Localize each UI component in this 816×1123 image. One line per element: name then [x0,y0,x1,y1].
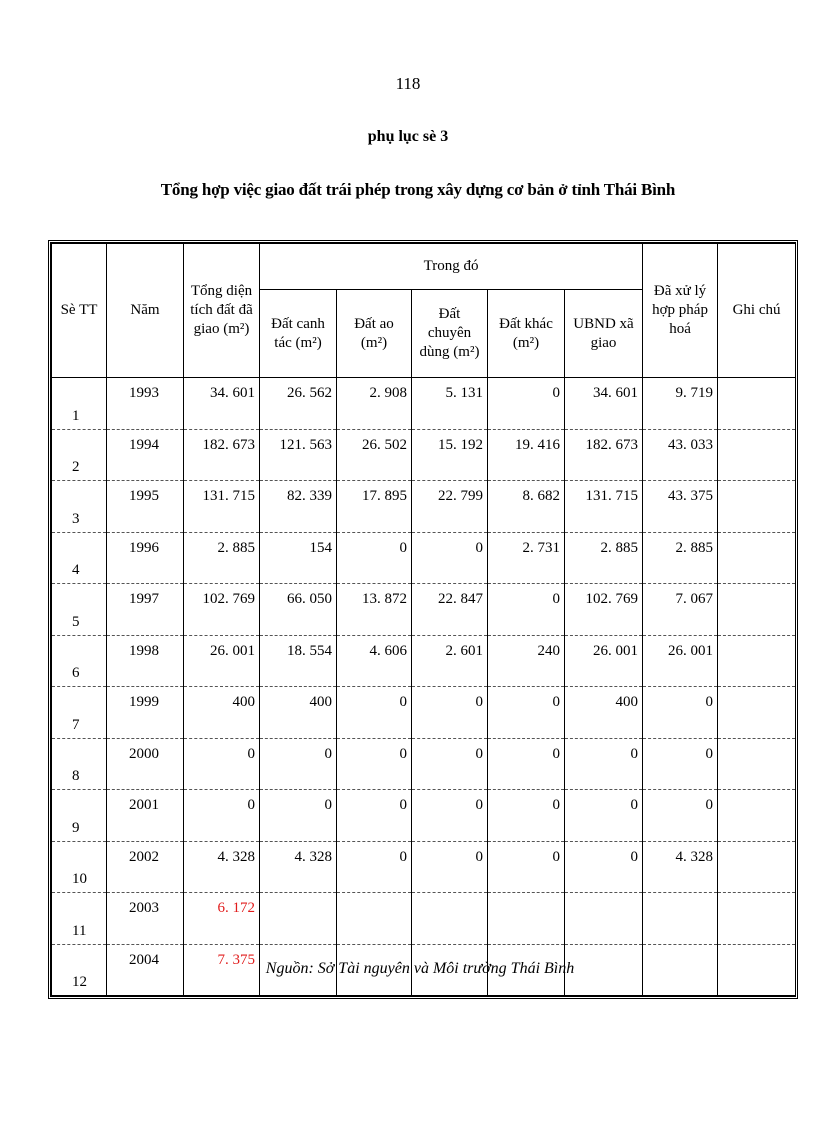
cell-notes [718,738,796,790]
cell-other: 0 [488,738,565,790]
cell-stt: 3 [52,481,107,533]
cell-notes [718,378,796,430]
table-row [52,635,796,687]
cell-commune-ubnd: 0 [565,738,643,790]
cell-stt: 6 [52,635,107,687]
cell-pond: 0 [337,687,412,739]
cell-other: 240 [488,635,565,687]
cell-legalized: 0 [643,790,718,842]
cell-total: 182. 673 [184,429,260,481]
cell-commune-ubnd: 34. 601 [565,378,643,430]
cell-other: 2. 731 [488,532,565,584]
cell-stt: 12 [52,944,107,996]
cell-cultivated: 121. 563 [260,429,337,481]
page-number: 118 [395,74,421,93]
cell-specialized: 0 [412,841,488,893]
cell-total: 0 [184,738,260,790]
cell-year: 1994 [107,429,184,481]
table-row [52,738,796,790]
header-legalized: Đã xử lý hợp pháp hoá [643,244,718,378]
cell-year: 1998 [107,635,184,687]
cell-cultivated: 154 [260,532,337,584]
cell-commune-ubnd: 26. 001 [565,635,643,687]
land-allocation-table [51,243,796,996]
cell-year: 1995 [107,481,184,533]
cell-stt: 1 [52,378,107,430]
cell-specialized: 22. 847 [412,584,488,636]
cell-legalized: 26. 001 [643,635,718,687]
cell-stt: 9 [52,790,107,842]
cell-other: 0 [488,378,565,430]
cell-notes [718,584,796,636]
cell-cultivated: 26. 562 [260,378,337,430]
header-group-of-which: Trong đó [260,244,643,290]
cell-cultivated: 0 [260,738,337,790]
cell-year: 1993 [107,378,184,430]
cell-stt: 8 [52,738,107,790]
cell-other: 8. 682 [488,481,565,533]
cell-specialized: 15. 192 [412,429,488,481]
cell-pond: 4. 606 [337,635,412,687]
cell-total: 131. 715 [184,481,260,533]
header-stt: Sè TT [52,244,107,378]
cell-legalized: 0 [643,738,718,790]
cell-pond: 2. 908 [337,378,412,430]
cell-cultivated: 18. 554 [260,635,337,687]
cell-year: 2001 [107,790,184,842]
cell-specialized: 0 [412,687,488,739]
cell-other: 0 [488,841,565,893]
cell-notes [718,841,796,893]
table-row [52,687,796,739]
header-notes: Ghi chú [718,244,796,378]
cell-stt: 2 [52,429,107,481]
table-title: Tổng hợp việc giao đất trái phép trong xây dựng cơ bản ở tỉnh Thái Bình [160,180,676,199]
cell-year: 1999 [107,687,184,739]
cell-notes [718,687,796,739]
cell-legalized [643,893,718,945]
table-row [52,481,796,533]
cell-legalized: 0 [643,687,718,739]
cell-year: 2002 [107,841,184,893]
cell-legalized: 7. 067 [643,584,718,636]
cell-stt: 5 [52,584,107,636]
cell-notes [718,790,796,842]
cell-other: 0 [488,687,565,739]
appendix-label: phụ lục sè 3 [367,128,449,145]
cell-commune-ubnd: 131. 715 [565,481,643,533]
source-note: Nguồn: Sở Tài nguyên và Môi trường Thái Bình [265,960,575,977]
cell-pond: 0 [337,841,412,893]
table-row [52,429,796,481]
cell-specialized: 2. 601 [412,635,488,687]
cell-pond: 26. 502 [337,429,412,481]
cell-commune-ubnd: 0 [565,841,643,893]
cell-notes [718,481,796,533]
cell-other: 0 [488,790,565,842]
cell-notes [718,429,796,481]
cell-commune-ubnd: 182. 673 [565,429,643,481]
header-cultivated: Đất canh tác (m²) [260,290,337,378]
cell-legalized: 43. 375 [643,481,718,533]
cell-year: 1996 [107,532,184,584]
cell-notes [718,532,796,584]
cell-legalized: 43. 033 [643,429,718,481]
header-commune-ubnd: UBND xã giao [565,290,643,378]
header-total-area: Tổng diện tích đất đã giao (m²) [184,244,260,378]
cell-specialized: 0 [412,738,488,790]
cell-pond: 17. 895 [337,481,412,533]
cell-commune-ubnd: 0 [565,790,643,842]
cell-cultivated: 0 [260,790,337,842]
cell-total: 34. 601 [184,378,260,430]
cell-total: 2. 885 [184,532,260,584]
cell-stt: 7 [52,687,107,739]
cell-pond [337,893,412,945]
cell-total: 6. 172 [184,893,260,945]
header-pond: Đất ao (m²) [337,290,412,378]
cell-notes [718,635,796,687]
cell-commune-ubnd: 400 [565,687,643,739]
table-row [52,378,796,430]
header-specialized: Đất chuyên dùng (m²) [412,290,488,378]
cell-total: 400 [184,687,260,739]
cell-legalized: 4. 328 [643,841,718,893]
table-row [52,532,796,584]
cell-year: 2003 [107,893,184,945]
cell-notes [718,893,796,945]
cell-pond: 0 [337,790,412,842]
cell-specialized: 0 [412,790,488,842]
cell-year: 2004 [107,944,184,996]
header-other: Đất khác (m²) [488,290,565,378]
cell-total: 0 [184,790,260,842]
cell-commune-ubnd: 102. 769 [565,584,643,636]
cell-cultivated [260,893,337,945]
data-table-frame [48,240,798,999]
cell-commune-ubnd: 2. 885 [565,532,643,584]
cell-other: 19. 416 [488,429,565,481]
cell-specialized [412,893,488,945]
cell-stt: 4 [52,532,107,584]
cell-pond: 0 [337,532,412,584]
cell-other: 0 [488,584,565,636]
cell-cultivated: 400 [260,687,337,739]
cell-year: 2000 [107,738,184,790]
cell-total: 26. 001 [184,635,260,687]
cell-total: 102. 769 [184,584,260,636]
cell-pond: 0 [337,738,412,790]
table-row [52,584,796,636]
table-row [52,790,796,842]
cell-specialized: 22. 799 [412,481,488,533]
cell-pond: 13. 872 [337,584,412,636]
cell-legalized: 2. 885 [643,532,718,584]
cell-total: 4. 328 [184,841,260,893]
cell-legalized: 9. 719 [643,378,718,430]
cell-cultivated: 4. 328 [260,841,337,893]
cell-other [488,893,565,945]
cell-cultivated: 66. 050 [260,584,337,636]
header-year: Năm [107,244,184,378]
table-row [52,893,796,945]
table-row [52,841,796,893]
cell-year: 1997 [107,584,184,636]
cell-specialized: 5. 131 [412,378,488,430]
cell-stt: 11 [52,893,107,945]
cell-commune-ubnd [565,893,643,945]
cell-specialized: 0 [412,532,488,584]
cell-cultivated: 82. 339 [260,481,337,533]
cell-total: 7. 375 [184,944,260,996]
cell-stt: 10 [52,841,107,893]
